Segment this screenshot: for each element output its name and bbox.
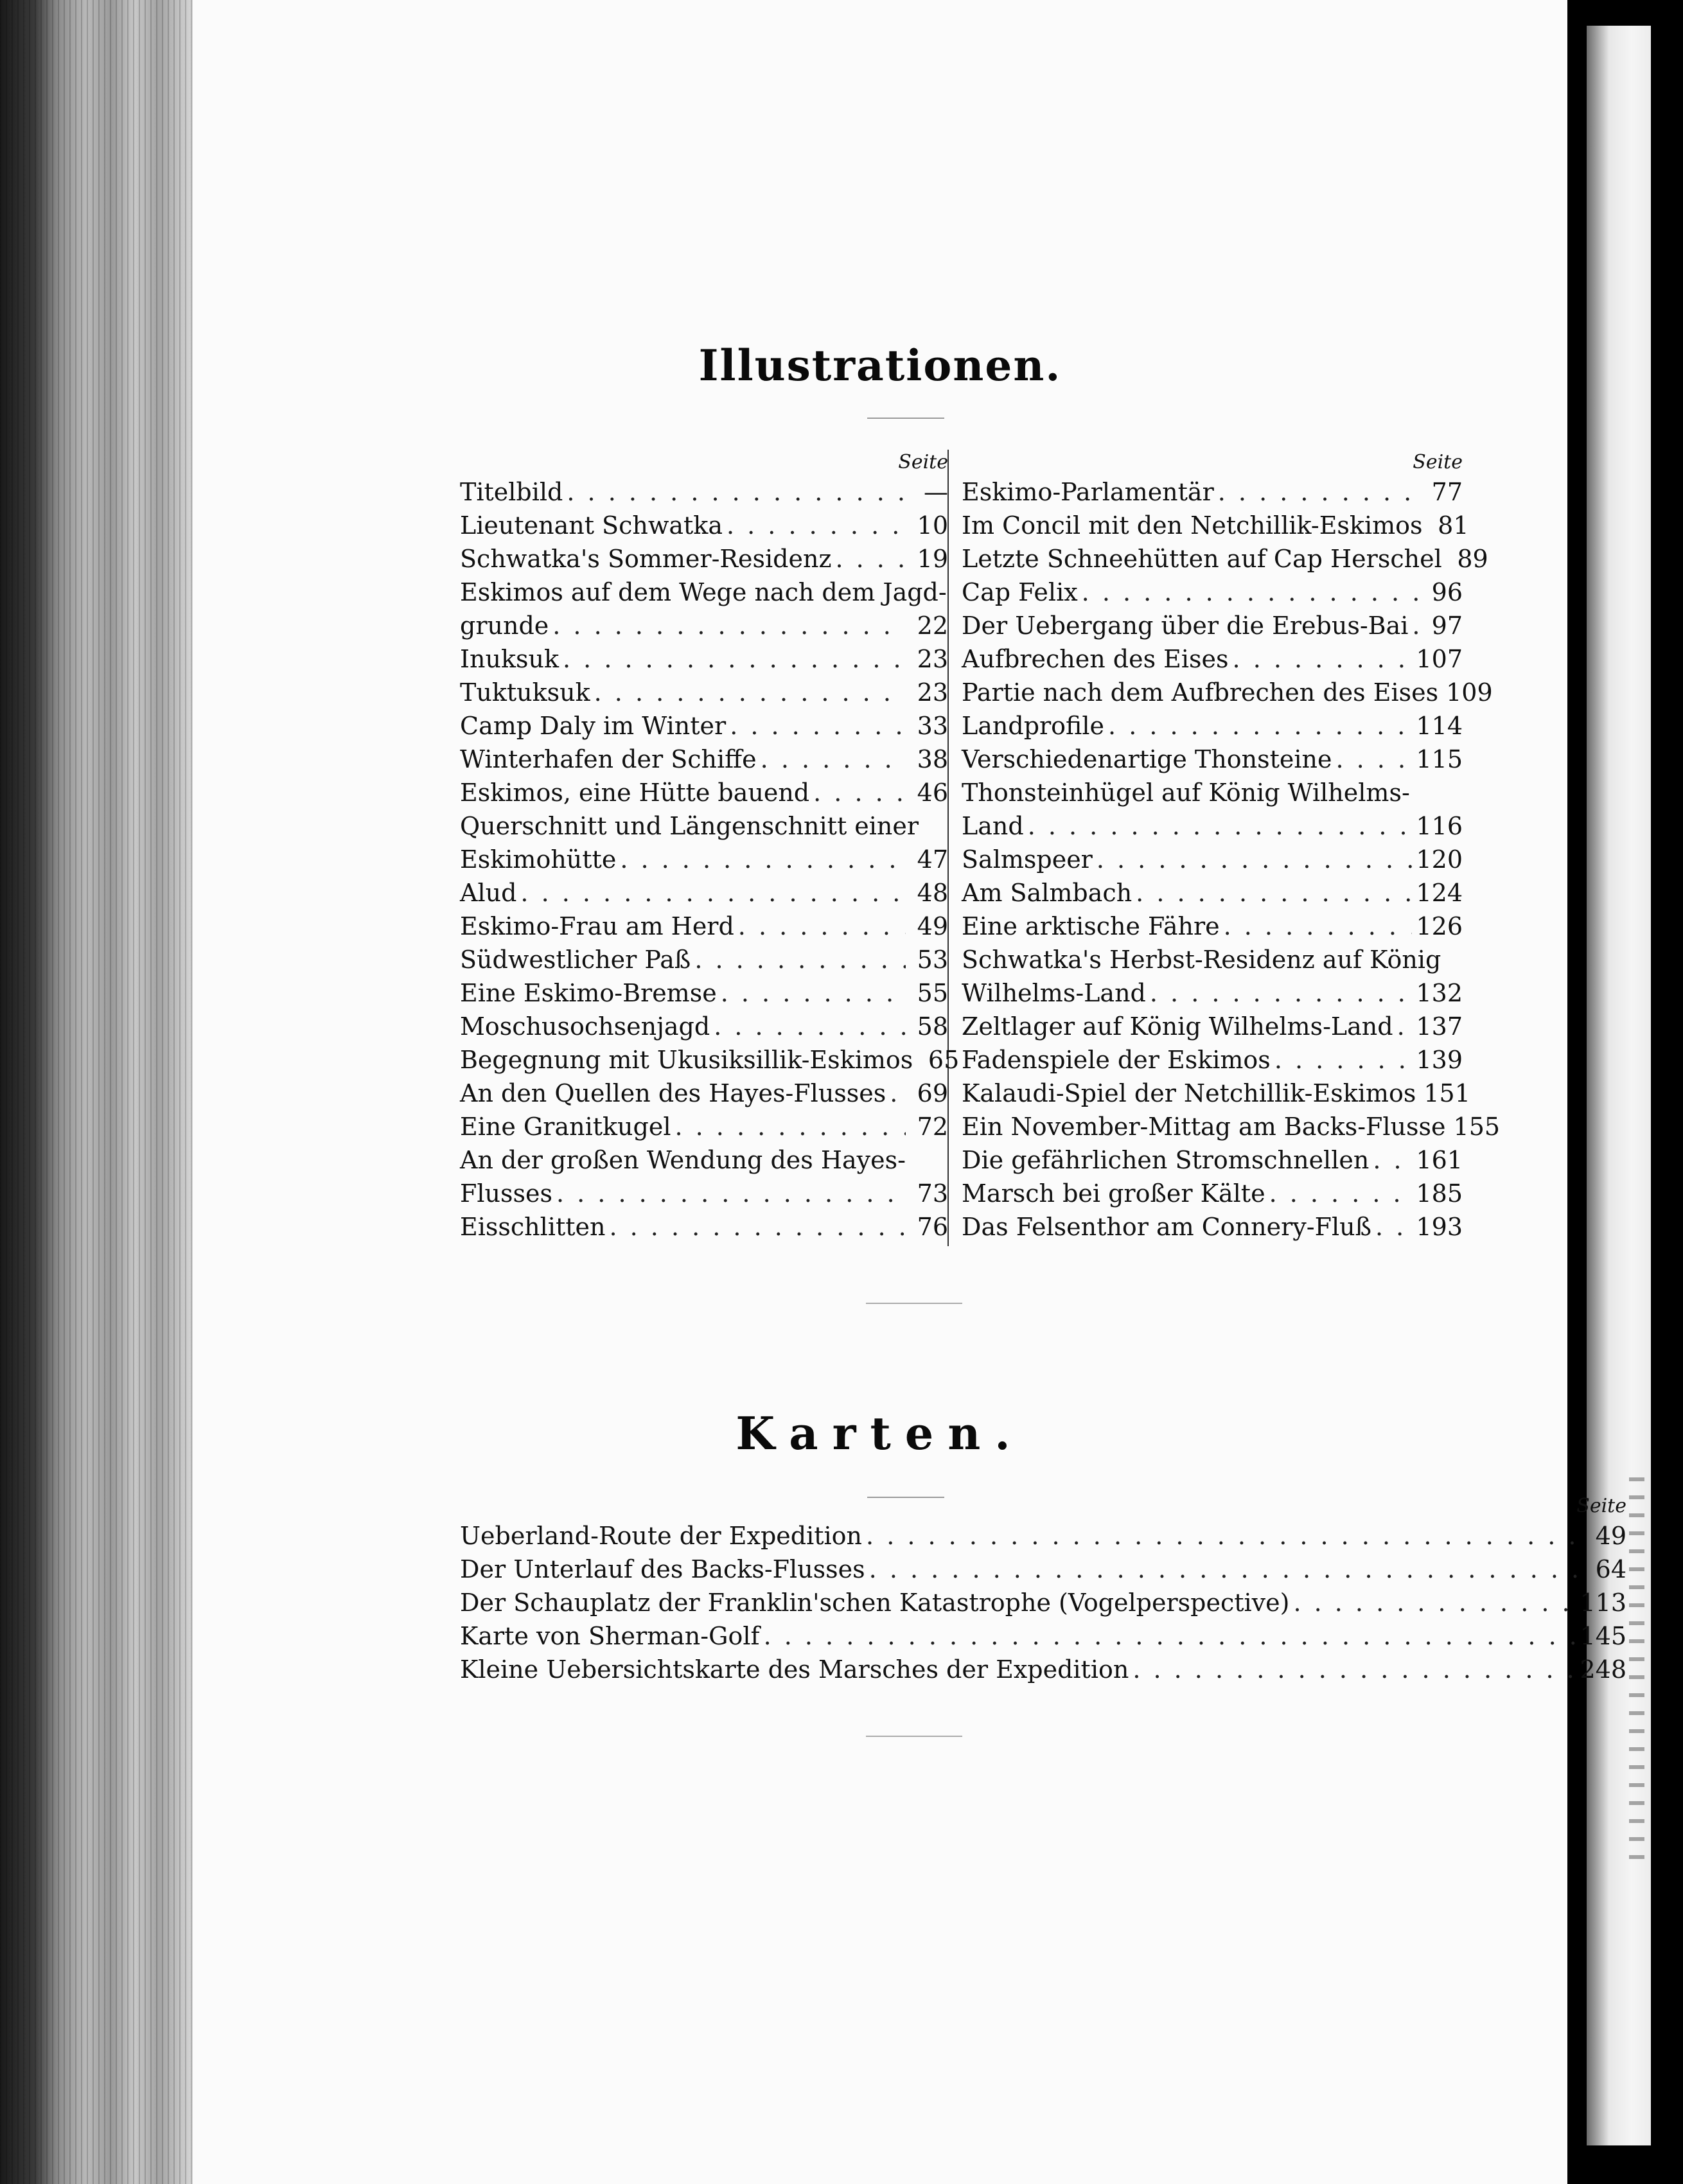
entry-title: Die gefährlichen Stromschnellen: [962, 1146, 1370, 1174]
entry-page-number: 107: [1416, 645, 1463, 673]
leader-dots: [1397, 1010, 1413, 1043]
list-item: [460, 709, 948, 743]
list-item: [460, 576, 948, 609]
list-item: [962, 876, 1463, 910]
entry-page-number: 69: [917, 1079, 948, 1107]
leader-dots: [620, 843, 906, 876]
list-item: [460, 676, 948, 709]
leader-dots: [1108, 709, 1412, 743]
list-item: [460, 1519, 1626, 1553]
entry-title: Alud: [460, 879, 517, 907]
entry-title: Kalaudi-Spiel der Netchillik-Eskimos: [962, 1079, 1416, 1107]
list-item: [460, 776, 948, 809]
entry-page-number: 65: [928, 1046, 960, 1074]
list-item: [460, 475, 948, 509]
entry-page-number: 38: [917, 745, 948, 773]
heading-rule-1: [867, 418, 944, 419]
list-item: [460, 509, 948, 542]
list-item: [460, 1619, 1626, 1653]
leader-dots: [738, 910, 906, 943]
leader-dots: [1097, 843, 1413, 876]
entry-title: Inuksuk: [460, 645, 559, 673]
entry-title: Am Salmbach: [962, 879, 1132, 907]
entry-title: Moschusochsenjagd: [460, 1012, 710, 1041]
entry-page-number: 76: [917, 1213, 948, 1241]
illustrations-right-column: [962, 450, 1501, 1244]
leader-dots: [1150, 976, 1413, 1010]
leader-dots: [1293, 1586, 1576, 1619]
list-item: [962, 1010, 1463, 1043]
entry-title: Ein November-Mittag am Backs-Flusse: [962, 1113, 1446, 1141]
list-item: [962, 576, 1463, 609]
entry-title: Thonsteinhügel auf König Wilhelms-: [962, 779, 1410, 807]
entry-page-number: 155: [1453, 1113, 1501, 1141]
entry-page-number: 113: [1580, 1589, 1626, 1617]
leader-dots: [674, 1110, 906, 1143]
leader-dots: [1412, 609, 1420, 642]
list-item: [460, 1586, 1626, 1619]
entry-title: Letzte Schneehütten auf Cap Herschel: [962, 545, 1442, 573]
list-item: [460, 876, 948, 910]
entry-page-number: 185: [1416, 1179, 1463, 1208]
entry-page-number: 120: [1416, 845, 1463, 874]
list-item: [460, 809, 948, 843]
list-item: [962, 809, 1463, 843]
entry-page-number: 49: [917, 912, 948, 940]
entry-page-number: 48: [917, 879, 948, 907]
leader-dots: [594, 676, 906, 709]
list-item: [962, 1177, 1463, 1210]
entry-title: Titelbild: [460, 478, 563, 506]
entry-title: An der großen Wendung des Hayes-: [460, 1146, 906, 1174]
entry-page-number: 114: [1416, 712, 1463, 740]
entry-title: An den Quellen des Hayes-Flusses: [460, 1079, 886, 1107]
list-item: [962, 609, 1463, 642]
list-item: [962, 1077, 1470, 1110]
page-col-label-maps: Seite: [1576, 1495, 1626, 1517]
entry-title: Zeltlager auf König Wilhelms-Land: [962, 1012, 1393, 1041]
leader-dots: [866, 1519, 1584, 1553]
entry-page-number: 137: [1416, 1012, 1463, 1041]
entry-page-number: 96: [1431, 578, 1463, 606]
leader-dots: [1028, 809, 1413, 843]
entry-page-number: 10: [917, 511, 948, 540]
leader-dots: [1224, 910, 1413, 943]
entry-title: Der Unterlauf des Backs-Flusses: [460, 1555, 865, 1583]
list-item: [460, 1653, 1626, 1686]
maps-list: [460, 1493, 1626, 1686]
list-item: [962, 709, 1463, 743]
maps-heading: Karten.: [736, 1407, 1025, 1460]
leader-dots: [567, 475, 906, 509]
entry-title: Karte von Sherman-Golf: [460, 1622, 760, 1650]
entry-page-number: 23: [917, 645, 948, 673]
entry-title: Tuktuksuk: [460, 678, 590, 707]
leader-dots: [764, 1619, 1576, 1653]
entry-title: Marsch bei großer Kälte: [962, 1179, 1265, 1208]
entry-title: Ueberland-Route der Expedition: [460, 1522, 863, 1550]
list-item: [962, 776, 1463, 809]
list-item: [962, 542, 1488, 576]
list-item: [460, 1043, 960, 1077]
entry-title: Kleine Uebersichtskarte des Marsches der Expedition: [460, 1655, 1129, 1684]
entry-page-number: 19: [917, 545, 948, 573]
list-item: [460, 1110, 948, 1143]
entry-title: Camp Daly im Winter: [460, 712, 727, 740]
book-page: [193, 0, 1626, 2184]
leader-dots: [1082, 576, 1420, 609]
list-item: [460, 943, 948, 976]
entry-title: Landprofile: [962, 712, 1105, 740]
entry-title: Schwatka's Sommer-Residenz: [460, 545, 832, 573]
section-rule: [866, 1303, 962, 1304]
leader-dots: [869, 1553, 1584, 1586]
illustrations-left-column: [460, 450, 960, 1244]
entry-page-number: 115: [1416, 745, 1463, 773]
leader-dots: [1132, 1653, 1576, 1686]
entry-page-number: 139: [1416, 1046, 1463, 1074]
list-item: [962, 1110, 1501, 1143]
leader-dots: [1233, 642, 1413, 676]
entry-title: Eisschlitten: [460, 1213, 606, 1241]
entry-page-number: 248: [1580, 1655, 1626, 1684]
entry-title: Cap Felix: [962, 578, 1078, 606]
list-item: [962, 943, 1463, 976]
entry-title: Partie nach dem Aufbrechen des Eises: [962, 678, 1439, 707]
leader-dots: [730, 709, 906, 743]
entry-title: Land: [962, 812, 1024, 840]
list-item: [962, 642, 1463, 676]
entry-title: Lieutenant Schwatka: [460, 511, 723, 540]
entry-page-number: 116: [1416, 812, 1463, 840]
leader-dots: [1274, 1043, 1413, 1077]
entry-title: grunde: [460, 612, 549, 640]
leader-dots: [721, 976, 906, 1010]
entry-title: Eine Granitkugel: [460, 1113, 671, 1141]
list-item: [962, 743, 1463, 776]
list-item: [962, 509, 1469, 542]
book-right-edge: [1567, 0, 1683, 2184]
entry-page-number: 132: [1416, 979, 1463, 1007]
entry-page-number: 49: [1595, 1522, 1626, 1550]
entry-page-number: —: [924, 478, 948, 506]
next-page-bleed-text: [1629, 1477, 1644, 1863]
list-item: [460, 1077, 948, 1110]
entry-title: Eskimos auf dem Wege nach dem Jagd-: [460, 578, 947, 606]
list-item: [962, 1210, 1463, 1244]
list-item: [460, 609, 948, 642]
entry-page-number: 81: [1438, 511, 1469, 540]
leader-dots: [1136, 876, 1412, 910]
entry-page-number: 23: [917, 678, 948, 707]
entry-page-number: 22: [917, 612, 948, 640]
page-col-label-left: Seite: [898, 451, 948, 473]
entry-page-number: 47: [917, 845, 948, 874]
list-item: [460, 1010, 948, 1043]
entry-page-number: 161: [1416, 1146, 1463, 1174]
leader-dots: [520, 876, 906, 910]
leader-dots: [1218, 475, 1420, 509]
entry-title: Wilhelms-Land: [962, 979, 1146, 1007]
entry-page-number: 97: [1431, 612, 1463, 640]
entry-page-number: 77: [1431, 478, 1463, 506]
entry-title: Verschiedenartige Thonsteine: [962, 745, 1332, 773]
entry-page-number: 109: [1446, 678, 1493, 707]
list-item: [460, 1143, 948, 1177]
entry-title: Aufbrechen des Eises: [962, 645, 1229, 673]
illustrations-heading: Illustrationen.: [698, 340, 1062, 391]
entry-page-number: 73: [917, 1179, 948, 1208]
leader-dots: [1335, 743, 1412, 776]
entry-page-number: 89: [1457, 545, 1488, 573]
entry-title: Begegnung mit Ukusiksillik-Eskimos: [460, 1046, 913, 1074]
leader-dots: [1373, 1143, 1412, 1177]
entry-title: Salmspeer: [962, 845, 1093, 874]
entry-title: Eskimo-Parlamentär: [962, 478, 1214, 506]
list-item: [460, 743, 948, 776]
entry-page-number: 151: [1423, 1079, 1470, 1107]
entry-title: Eskimos, eine Hütte bauend: [460, 779, 810, 807]
entry-page-number: 55: [917, 979, 948, 1007]
list-item: [460, 642, 948, 676]
list-item: [460, 1210, 948, 1244]
list-item: [962, 1143, 1463, 1177]
entry-page-number: 193: [1416, 1213, 1463, 1241]
list-item: [962, 843, 1463, 876]
end-rule: [866, 1736, 962, 1737]
entry-title: Eine Eskimo-Bremse: [460, 979, 717, 1007]
entry-title: Südwestlicher Paß: [460, 946, 691, 974]
entry-page-number: 124: [1416, 879, 1463, 907]
leader-dots: [563, 642, 906, 676]
entry-title: Der Uebergang über die Erebus-Bai: [962, 612, 1409, 640]
leader-dots: [714, 1010, 906, 1043]
entry-title: Querschnitt und Längenschnitt einer: [460, 812, 919, 840]
list-item: [962, 976, 1463, 1010]
list-item: [962, 676, 1493, 709]
list-item: [962, 910, 1463, 943]
entry-page-number: 145: [1580, 1622, 1626, 1650]
entry-title: Eskimohütte: [460, 845, 617, 874]
leader-dots: [1375, 1210, 1413, 1244]
entry-title: Eskimo-Frau am Herd: [460, 912, 734, 940]
leader-dots: [727, 509, 906, 542]
entry-page-number: 33: [917, 712, 948, 740]
leader-dots: [813, 776, 906, 809]
entry-title: Schwatka's Herbst-Residenz auf König: [962, 946, 1441, 974]
entry-title: Im Concil mit den Netchillik-Eskimos: [962, 511, 1423, 540]
leader-dots: [1269, 1177, 1413, 1210]
entry-page-number: 64: [1595, 1555, 1626, 1583]
list-item: [962, 475, 1463, 509]
list-item: [460, 1177, 948, 1210]
list-item: [460, 976, 948, 1010]
leader-dots: [609, 1210, 906, 1244]
book-left-edge: [0, 0, 193, 2184]
entry-title: Fadenspiele der Eskimos: [962, 1046, 1271, 1074]
entry-page-number: 53: [917, 946, 948, 974]
leader-dots: [552, 609, 906, 642]
list-item: [460, 843, 948, 876]
page-col-label-right: Seite: [1413, 451, 1463, 473]
leader-dots: [556, 1177, 906, 1210]
entry-page-number: 72: [917, 1113, 948, 1141]
entry-page-number: 126: [1416, 912, 1463, 940]
leader-dots: [761, 743, 906, 776]
list-item: [460, 542, 948, 576]
list-item: [962, 1043, 1463, 1077]
leader-dots: [835, 542, 906, 576]
entry-title: Flusses: [460, 1179, 552, 1208]
list-item: [460, 1553, 1626, 1586]
entry-title: Winterhafen der Schiffe: [460, 745, 757, 773]
entry-title: Eine arktische Fähre: [962, 912, 1220, 940]
leader-dots: [694, 943, 906, 976]
leader-dots: [890, 1077, 906, 1110]
entry-title: Der Schauplatz der Franklin'schen Katastrophe (Vogelperspective): [460, 1589, 1290, 1617]
entry-page-number: 46: [917, 779, 948, 807]
list-item: [460, 910, 948, 943]
entry-page-number: 58: [917, 1012, 948, 1041]
entry-title: Das Felsenthor am Connery-Fluß: [962, 1213, 1371, 1241]
